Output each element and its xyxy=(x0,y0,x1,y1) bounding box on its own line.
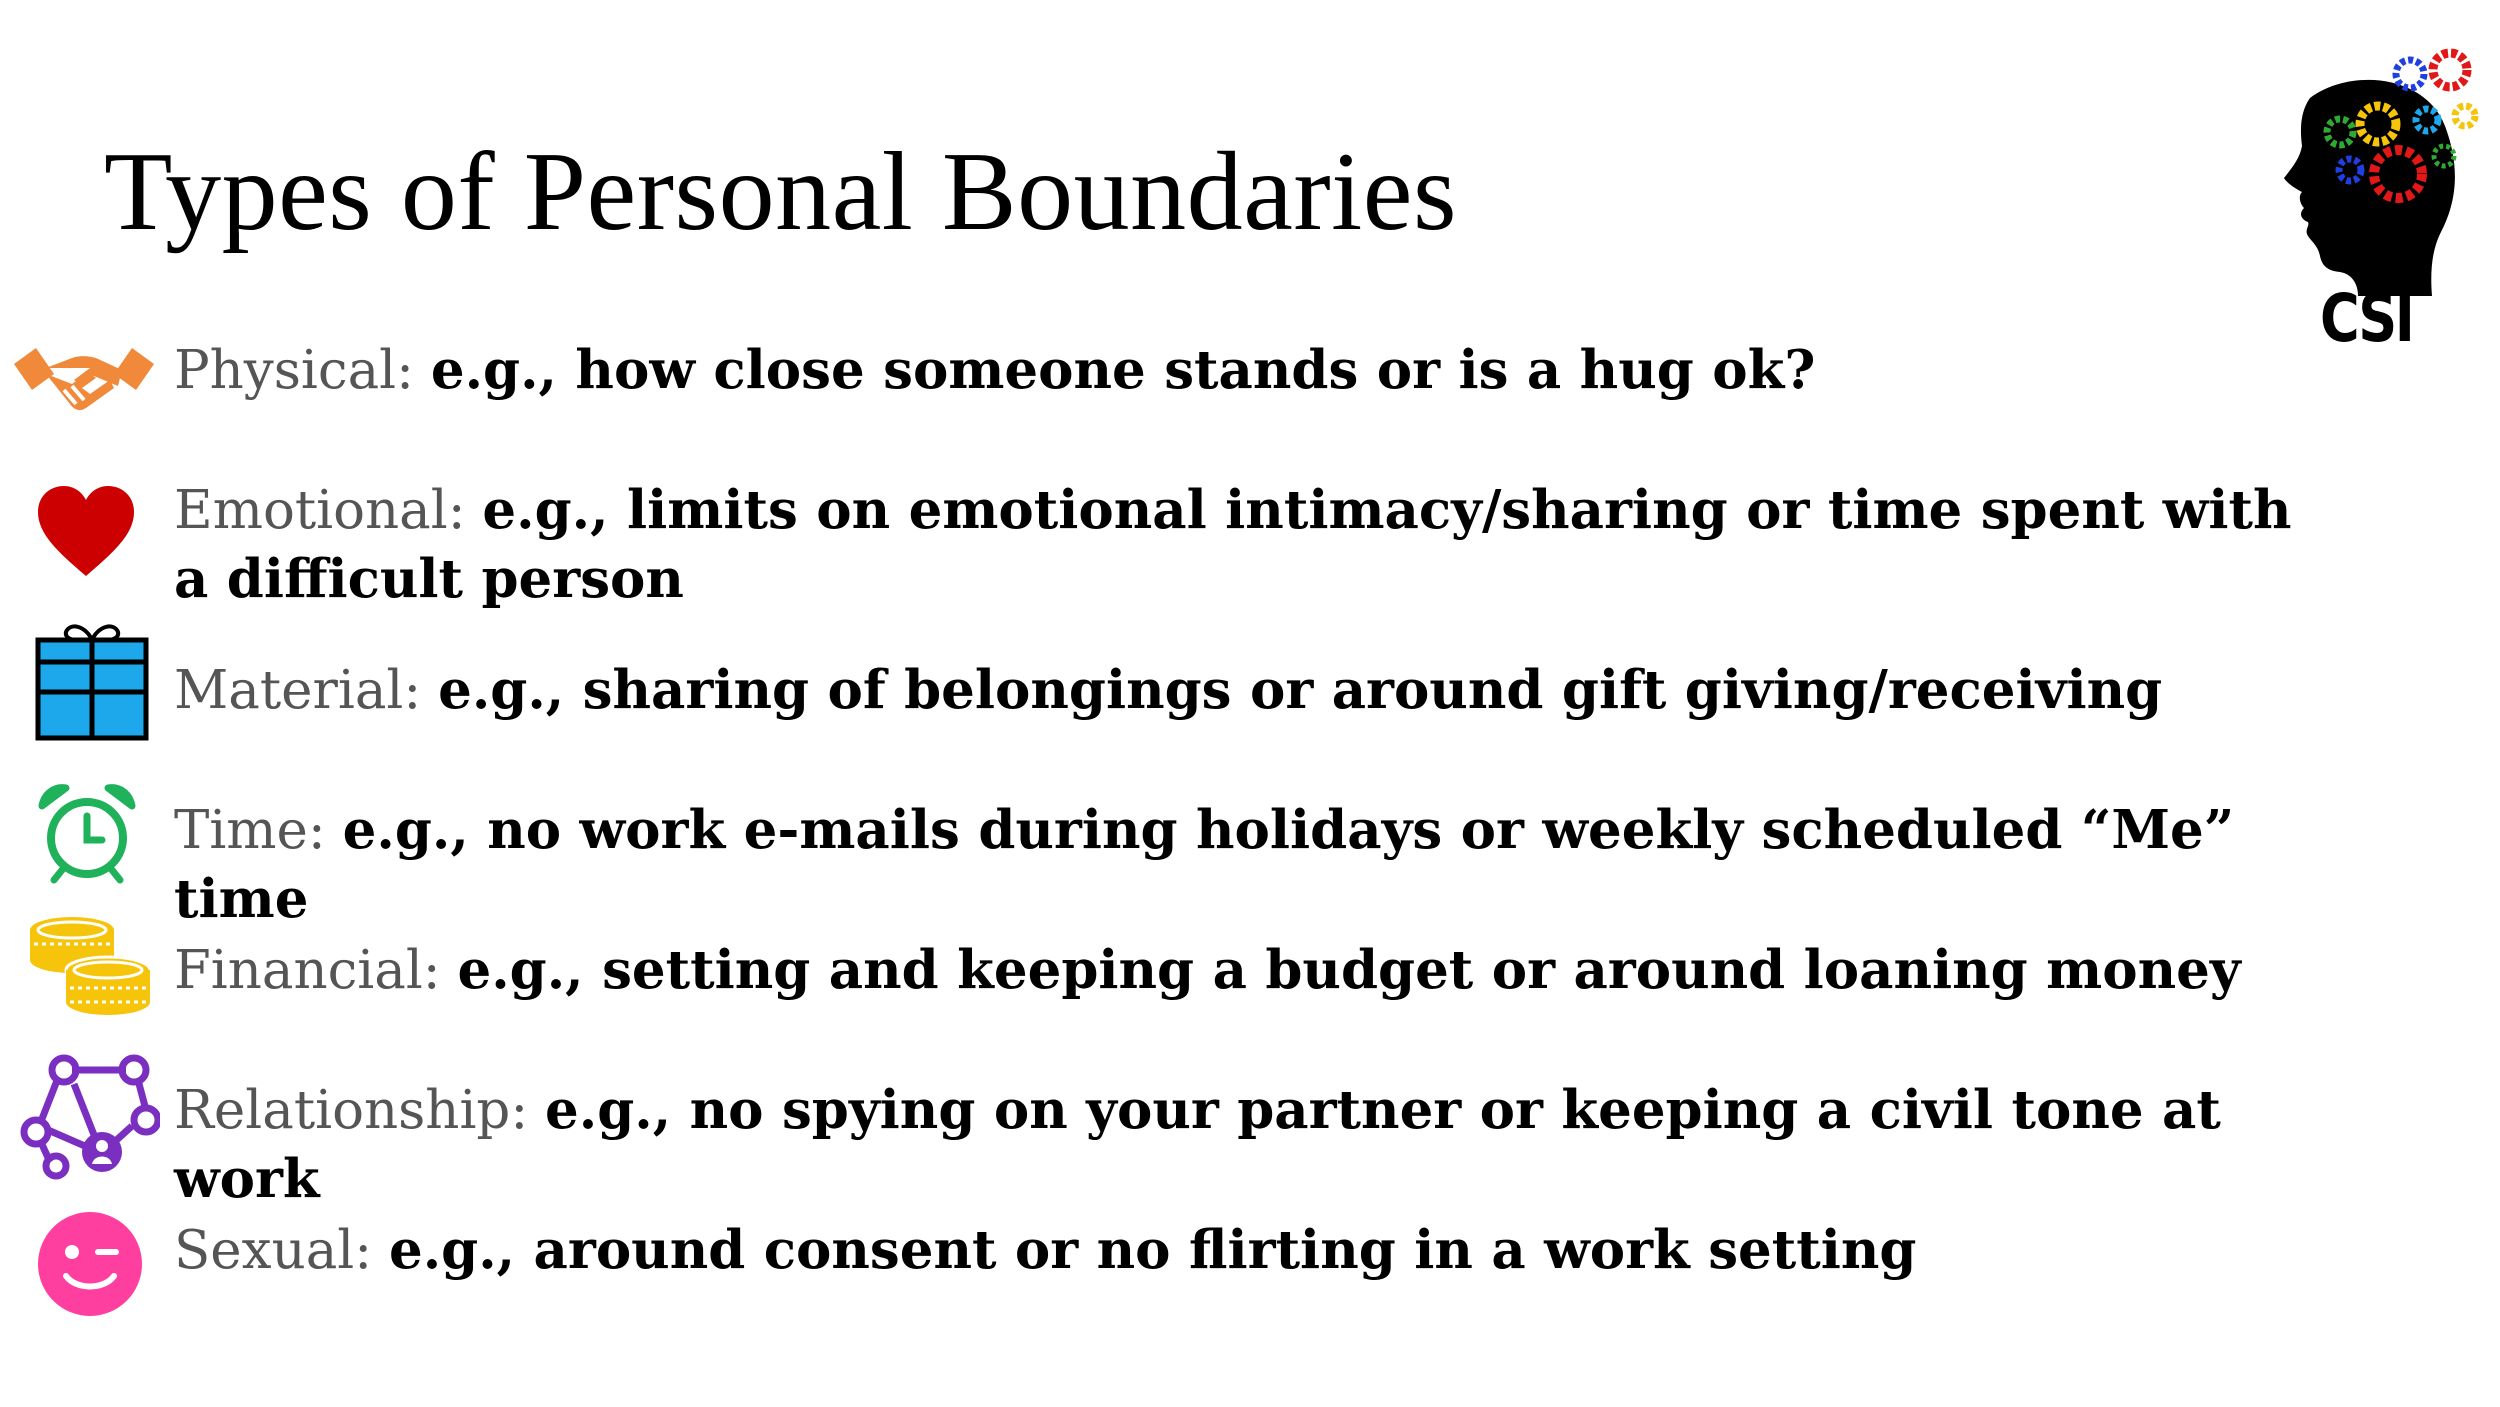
coins-icon xyxy=(26,914,154,1018)
boundary-text xyxy=(174,936,2334,1005)
boundary-example: e.g., around consent or no flirting in a work setting xyxy=(388,1219,1917,1281)
alarm-clock-icon xyxy=(36,782,138,884)
slide-title: Types of Personal Boundaries xyxy=(104,130,1458,254)
boundary-category: Physical: xyxy=(174,340,414,401)
boundary-example: e.g., no spying on your partner or keeping a civil tone at work xyxy=(174,1079,2221,1210)
handshake-icon xyxy=(10,334,158,426)
boundary-example: e.g., setting and keeping a budget or around loaning money xyxy=(457,939,2241,1001)
boundary-example: e.g., no work e-mails during holidays or weekly scheduled “Me” time xyxy=(174,799,2235,930)
boundary-category: Material: xyxy=(174,660,422,721)
csi-logo xyxy=(2240,46,2480,356)
boundary-text xyxy=(174,336,2334,405)
boundary-text xyxy=(174,656,2334,725)
boundary-category: Time: xyxy=(174,800,326,861)
boundary-text xyxy=(174,476,2334,614)
heart-icon xyxy=(36,486,136,578)
boundary-text xyxy=(174,1076,2334,1214)
gift-icon xyxy=(34,618,150,742)
boundary-example: e.g., how close someone stands or is a hug ok? xyxy=(430,339,1816,401)
logo-text: CSI xyxy=(2320,280,2413,357)
winking-face-icon xyxy=(36,1210,144,1318)
boundary-text xyxy=(174,796,2334,934)
boundary-category: Sexual: xyxy=(174,1220,373,1281)
network-people-icon xyxy=(14,1054,160,1180)
boundary-text xyxy=(174,1216,2334,1285)
boundary-example: e.g., limits on emotional intimacy/sharing or time spent with a difficult person xyxy=(174,479,2292,610)
boundary-category: Financial: xyxy=(174,940,441,1001)
boundary-category: Emotional: xyxy=(174,480,466,541)
boundary-category: Relationship: xyxy=(174,1080,529,1141)
boundary-example: e.g., sharing of belongings or around gift giving/receiving xyxy=(438,659,2163,721)
